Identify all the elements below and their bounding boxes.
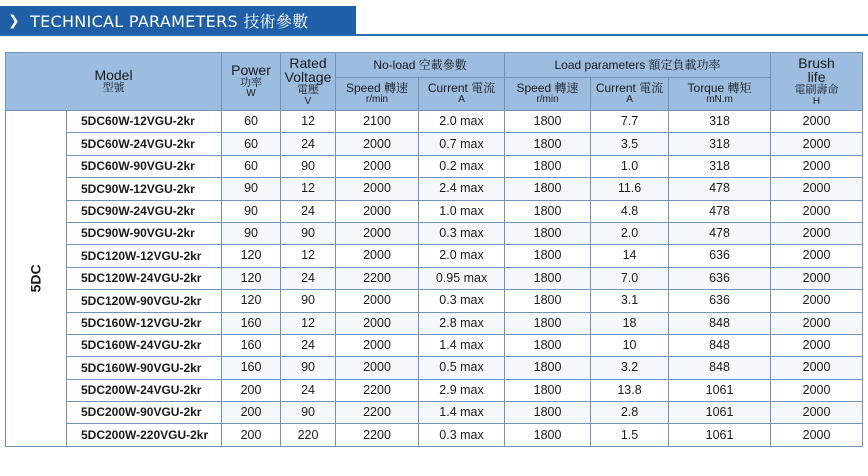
cell-model: 5DC60W-24VGU-2kr [67, 133, 222, 155]
cell-noload-current: 0.3 max [419, 222, 505, 244]
header-brush-zh: 電刷壽命 [794, 84, 839, 97]
header-brush-unit: H [812, 95, 821, 107]
header-noload-speed-unit: r/min [365, 94, 389, 106]
header-power-zh: 功率 [240, 76, 263, 89]
cell-torque: 318 [669, 155, 771, 177]
cell-brush-life: 2000 [771, 334, 863, 356]
cell-load-current: 14 [591, 245, 669, 267]
cell-rated-voltage: 90 [281, 357, 336, 379]
cell-noload-speed: 2000 [336, 245, 419, 267]
cell-noload-current: 2.8 max [419, 312, 505, 334]
header-brush-2: life [807, 69, 826, 86]
header-load-current-unit: A [626, 94, 633, 106]
cell-load-speed: 1800 [505, 133, 591, 155]
cell-torque: 478 [669, 178, 771, 200]
cell-power: 200 [222, 424, 281, 446]
header-load-torque-unit: mN.m [706, 94, 733, 106]
cell-noload-speed: 2200 [336, 379, 419, 401]
header-model-zh: 型號 [102, 82, 125, 95]
cell-noload-speed: 2000 [336, 290, 419, 312]
cell-load-current: 7.7 [591, 111, 669, 133]
cell-model: 5DC90W-90VGU-2kr [67, 222, 222, 244]
cell-model: 5DC120W-12VGU-2kr [67, 245, 222, 267]
cell-brush-life: 2000 [771, 290, 863, 312]
cell-noload-current: 0.7 max [419, 133, 505, 155]
cell-power: 60 [222, 155, 281, 177]
cell-noload-speed: 2000 [336, 312, 419, 334]
cell-noload-speed: 2200 [336, 267, 419, 289]
cell-torque: 1061 [669, 402, 771, 424]
header-noload: No-load 空載參數 [336, 53, 505, 78]
cell-load-speed: 1800 [505, 245, 591, 267]
cell-brush-life: 2000 [771, 178, 863, 200]
cell-rated-voltage: 12 [281, 111, 336, 133]
cell-model: 5DC160W-90VGU-2kr [67, 357, 222, 379]
header-noload-current [419, 78, 505, 111]
cell-noload-speed: 2000 [336, 155, 419, 177]
cell-torque: 478 [669, 222, 771, 244]
header-brush-1: Brush [798, 54, 835, 71]
table-row [6, 111, 863, 133]
cell-rated-voltage: 12 [281, 312, 336, 334]
cell-brush-life: 2000 [771, 312, 863, 334]
cell-power: 160 [222, 312, 281, 334]
table-row [6, 402, 863, 424]
cell-load-speed: 1800 [505, 312, 591, 334]
cell-rated-voltage: 12 [281, 245, 336, 267]
header-power-unit: W [246, 88, 256, 100]
cell-noload-current: 0.95 max [419, 267, 505, 289]
cell-load-current: 13.8 [591, 379, 669, 401]
title-underline [0, 34, 868, 36]
cell-load-speed: 1800 [505, 178, 591, 200]
cell-rated-voltage: 90 [281, 290, 336, 312]
cell-power: 120 [222, 267, 281, 289]
cell-noload-current: 0.3 max [419, 424, 505, 446]
table-row [6, 357, 863, 379]
section-title: TECHNICAL PARAMETERS 技術參數 [30, 11, 309, 31]
header-load-current [591, 78, 669, 111]
cell-load-current: 3.2 [591, 357, 669, 379]
table-row [6, 312, 863, 334]
cell-noload-speed: 2200 [336, 402, 419, 424]
table-row [6, 267, 863, 289]
header-load-speed-label: Speed 轉速 [516, 81, 579, 96]
cell-brush-life: 2000 [771, 357, 863, 379]
cell-load-speed: 1800 [505, 222, 591, 244]
cell-power: 200 [222, 379, 281, 401]
cell-model: 5DC90W-24VGU-2kr [67, 200, 222, 222]
cell-model: 5DC200W-220VGU-2kr [67, 424, 222, 446]
cell-torque: 848 [669, 357, 771, 379]
cell-model: 5DC160W-12VGU-2kr [67, 312, 222, 334]
header-rated-1: Rated [289, 54, 327, 71]
cell-power: 120 [222, 290, 281, 312]
cell-load-current: 4.8 [591, 200, 669, 222]
table-row [6, 424, 863, 446]
parameters-table [5, 52, 863, 447]
cell-noload-current: 2.4 max [419, 178, 505, 200]
cell-brush-life: 2000 [771, 424, 863, 446]
cell-brush-life: 2000 [771, 402, 863, 424]
section-title-banner [0, 6, 356, 34]
header-model-en: Model [94, 67, 133, 84]
header-load-speed [505, 78, 591, 111]
cell-model: 5DC60W-12VGU-2kr [67, 111, 222, 133]
header-noload-current-unit: A [458, 94, 465, 106]
cell-power: 160 [222, 357, 281, 379]
header-noload-current-label: Current 電流 [427, 81, 496, 96]
cell-power: 60 [222, 133, 281, 155]
table-row [6, 334, 863, 356]
cell-load-current: 1.0 [591, 155, 669, 177]
cell-power: 90 [222, 178, 281, 200]
series-label: 5DC [27, 264, 44, 293]
chevron-right-icon: ❯ [8, 11, 21, 28]
cell-noload-current: 1.4 max [419, 402, 505, 424]
cell-torque: 318 [669, 111, 771, 133]
cell-noload-current: 2.0 max [419, 245, 505, 267]
cell-torque: 636 [669, 290, 771, 312]
table-row [6, 222, 863, 244]
cell-model: 5DC160W-24VGU-2kr [67, 334, 222, 356]
cell-torque: 1061 [669, 424, 771, 446]
cell-noload-speed: 2100 [336, 111, 419, 133]
header-noload-speed-label: Speed 轉速 [345, 81, 409, 96]
cell-noload-current: 1.0 max [419, 200, 505, 222]
cell-rated-voltage: 24 [281, 267, 336, 289]
cell-load-speed: 1800 [505, 267, 591, 289]
cell-load-speed: 1800 [505, 424, 591, 446]
cell-model: 5DC120W-24VGU-2kr [67, 267, 222, 289]
cell-noload-speed: 2000 [336, 357, 419, 379]
cell-load-current: 7.0 [591, 267, 669, 289]
header-load-torque [669, 78, 771, 111]
cell-torque: 848 [669, 312, 771, 334]
cell-noload-speed: 2000 [336, 200, 419, 222]
cell-load-speed: 1800 [505, 155, 591, 177]
cell-brush-life: 2000 [771, 155, 863, 177]
cell-noload-current: 0.3 max [419, 290, 505, 312]
cell-brush-life: 2000 [771, 245, 863, 267]
header-rated-voltage [281, 53, 336, 111]
header-model [6, 53, 222, 111]
cell-torque: 848 [669, 334, 771, 356]
cell-load-speed: 1800 [505, 111, 591, 133]
cell-load-current: 2.0 [591, 222, 669, 244]
cell-noload-current: 1.4 max [419, 334, 505, 356]
cell-load-speed: 1800 [505, 402, 591, 424]
header-rated-2: Voltage [284, 69, 332, 86]
cell-load-speed: 1800 [505, 379, 591, 401]
cell-rated-voltage: 24 [281, 133, 336, 155]
cell-model: 5DC60W-90VGU-2kr [67, 155, 222, 177]
header-load: Load parameters 額定負載功率 [505, 53, 771, 78]
cell-model: 5DC120W-90VGU-2kr [67, 290, 222, 312]
header-brush-life [771, 53, 863, 111]
header-load-current-label: Current 電流 [595, 81, 664, 96]
cell-noload-speed: 2000 [336, 133, 419, 155]
cell-brush-life: 2000 [771, 133, 863, 155]
cell-noload-current: 0.2 max [419, 155, 505, 177]
cell-load-current: 1.5 [591, 424, 669, 446]
cell-load-current: 10 [591, 334, 669, 356]
cell-load-current: 3.5 [591, 133, 669, 155]
cell-power: 120 [222, 245, 281, 267]
header-load-speed-unit: r/min [536, 94, 559, 106]
series-label-cell [6, 111, 67, 447]
cell-noload-current: 2.9 max [419, 379, 505, 401]
cell-rated-voltage: 90 [281, 402, 336, 424]
cell-torque: 636 [669, 245, 771, 267]
cell-rated-voltage: 24 [281, 379, 336, 401]
cell-load-speed: 1800 [505, 200, 591, 222]
cell-brush-life: 2000 [771, 379, 863, 401]
table-row [6, 379, 863, 401]
cell-power: 160 [222, 334, 281, 356]
header-power-en: Power [231, 62, 271, 79]
cell-model: 5DC90W-12VGU-2kr [67, 178, 222, 200]
table-body [6, 111, 863, 447]
cell-torque: 478 [669, 200, 771, 222]
cell-model: 5DC200W-24VGU-2kr [67, 379, 222, 401]
table-row [6, 178, 863, 200]
cell-brush-life: 2000 [771, 267, 863, 289]
cell-noload-current: 0.5 max [419, 357, 505, 379]
table-row [6, 245, 863, 267]
header-power [222, 53, 281, 111]
cell-model: 5DC200W-90VGU-2kr [67, 402, 222, 424]
cell-power: 60 [222, 111, 281, 133]
cell-brush-life: 2000 [771, 111, 863, 133]
cell-power: 90 [222, 222, 281, 244]
cell-rated-voltage: 90 [281, 155, 336, 177]
table-row [6, 290, 863, 312]
header-rated-zh: 電壓 [297, 84, 320, 97]
cell-brush-life: 2000 [771, 222, 863, 244]
cell-torque: 1061 [669, 379, 771, 401]
cell-rated-voltage: 24 [281, 334, 336, 356]
cell-torque: 636 [669, 267, 771, 289]
cell-torque: 318 [669, 133, 771, 155]
cell-brush-life: 2000 [771, 200, 863, 222]
cell-noload-speed: 2000 [336, 222, 419, 244]
cell-power: 90 [222, 200, 281, 222]
cell-load-current: 2.8 [591, 402, 669, 424]
cell-load-current: 3.1 [591, 290, 669, 312]
cell-load-current: 11.6 [591, 178, 669, 200]
cell-noload-speed: 2000 [336, 334, 419, 356]
header-rated-unit: V [304, 95, 312, 107]
cell-rated-voltage: 24 [281, 200, 336, 222]
cell-load-current: 18 [591, 312, 669, 334]
table-row [6, 133, 863, 155]
header-noload-speed [336, 78, 419, 111]
cell-noload-current: 2.0 max [419, 111, 505, 133]
cell-rated-voltage: 220 [281, 424, 336, 446]
table-row [6, 155, 863, 177]
table-row [6, 200, 863, 222]
header-load-torque-label: Torque 轉矩 [687, 81, 752, 96]
cell-noload-speed: 2200 [336, 424, 419, 446]
cell-load-speed: 1800 [505, 334, 591, 356]
cell-rated-voltage: 12 [281, 178, 336, 200]
cell-load-speed: 1800 [505, 357, 591, 379]
cell-load-speed: 1800 [505, 290, 591, 312]
cell-power: 200 [222, 402, 281, 424]
cell-noload-speed: 2000 [336, 178, 419, 200]
cell-rated-voltage: 90 [281, 222, 336, 244]
